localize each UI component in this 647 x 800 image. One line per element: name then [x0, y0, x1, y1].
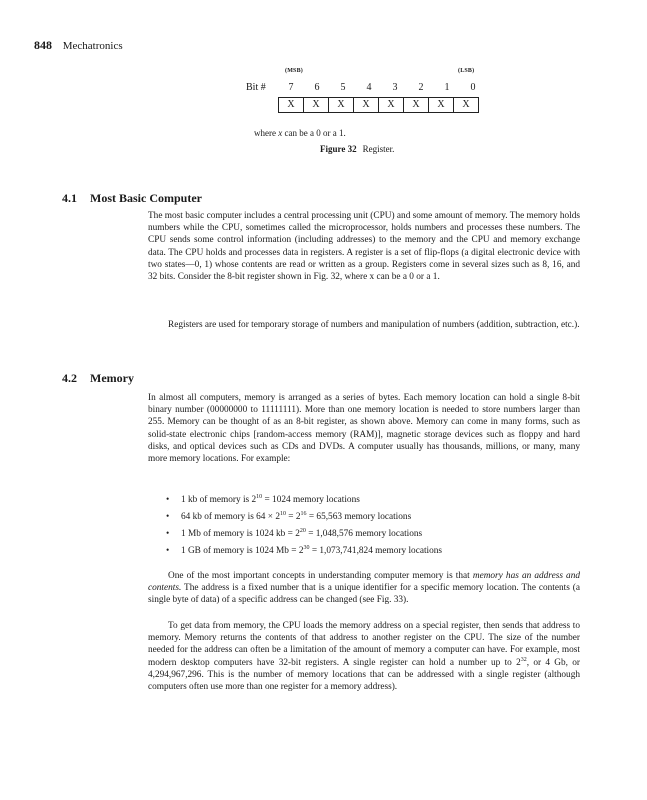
running-head: [34, 38, 123, 53]
register-cell: X: [329, 98, 354, 113]
page-number: 848: [34, 38, 52, 52]
paragraph: In almost all computers, memory is arranged as a series of bytes. Each memory location can hold a single 8-bit binary number (00000000 to 11111111). More than one memory location is needed to store numbers larger than 255. Memory can be thought of as an 8-bit register, as shown above. Memory can come in many forms, such as solid-state electronic chips [random-access memory (RAM)], magnetic storage devices such as floppy and hard disks, and optical devices such as CDs and DVDs. A computer usually has thousands, millions, or many, many more memory locations. For example:: [148, 393, 580, 465]
bit-number: 2: [418, 82, 424, 93]
register-cell: X: [404, 98, 429, 113]
book-title: Mechatronics: [62, 40, 123, 52]
paragraph: Registers are used for temporary storage of numbers and manipulation of numbers (addition, subtraction, etc.).: [168, 320, 580, 330]
bit-number: 1: [444, 82, 450, 93]
register-cell: X: [429, 98, 454, 113]
register-cell: X: [279, 98, 304, 113]
register-cell: X: [354, 98, 379, 113]
bit-number: 4: [366, 82, 372, 93]
list-item: • 1 GB of memory is 1024 $Mb = 2^{30} = 1,073,741,824$ memory locations: [166, 544, 443, 556]
list-item: • 1 kb of memory is $2^{10} = 1024$ memory locations: [166, 493, 360, 505]
bit-number: 7: [288, 82, 294, 93]
figure-caption-label: Figure 32: [320, 144, 357, 154]
figure-note: where x can be a 0 or a 1.: [254, 128, 346, 138]
section-heading: 4.1 Most Basic Computer: [62, 191, 202, 205]
register-cell: X: [454, 98, 479, 113]
paragraph: The most basic computer includes a central processing unit (CPU) and some amount of memory. The memory holds numbers while the CPU, sometimes called the microprocessor, holds numbers and processes these numbers. The CPU sends some control information (including addresses) to the memory and the CPU and memory exchange data. The CPU holds and processes data in registers. A register is a set of flip-flops (a digital electronic device with two states—0, 1) whose contents are read or written as a group. Registers come in several sizes such as 8, 16, and 32 bits. Consider the 8-bit register shown in Fig. 32, where x can be a 0 or a 1.: [148, 211, 580, 283]
register-cell: X: [304, 98, 329, 113]
list-item: • 1 Mb of memory is 1024 kb = $2^{20} = 1,048,576$ memory locations: [166, 527, 423, 539]
section-heading: 4.2 Memory: [62, 371, 134, 385]
figure-caption-text: Register.: [362, 144, 395, 154]
register-cell: X: [379, 98, 404, 113]
lsb-label: (LSB): [458, 68, 475, 74]
register-table: [278, 97, 479, 113]
list-item: • 64 kb of memory is $64 \times 2^{10} = 2^{16} = 65,563$ memory locations: [166, 510, 412, 522]
msb-label: (MSB): [285, 68, 303, 74]
bit-label: Bit #: [246, 82, 266, 93]
figure-caption: [320, 144, 394, 154]
bit-number: 3: [392, 82, 398, 93]
bit-number: 6: [314, 82, 320, 93]
bit-number: 5: [340, 82, 346, 93]
bullet-list: [166, 494, 586, 562]
paragraph: One of the most important concepts in understanding computer memory is that memory has an address and contents. The address is a fixed number that is a unique identifier for a specific memory location. The contents (a single byte of data) of a specific address can be changed (see Fig. 33).: [148, 571, 581, 606]
paragraph: To get data from memory, the CPU loads the memory address on a special register, then sends that address to memory. Memory returns the contents of that address to another register on the CPU. The size of the number needed for the address can often be a limitation of the amount of memory a computer can have. For example, most modern desktop computers have 32-bit registers. A single register can hold a number up to $2^{32}$, or 4 Gb, or 4,294,967,296. This is the number of memory locations that can be addressed with a single register (although computers often use more than one register for a memory address).: [148, 621, 581, 693]
bit-number: 0: [470, 82, 476, 93]
